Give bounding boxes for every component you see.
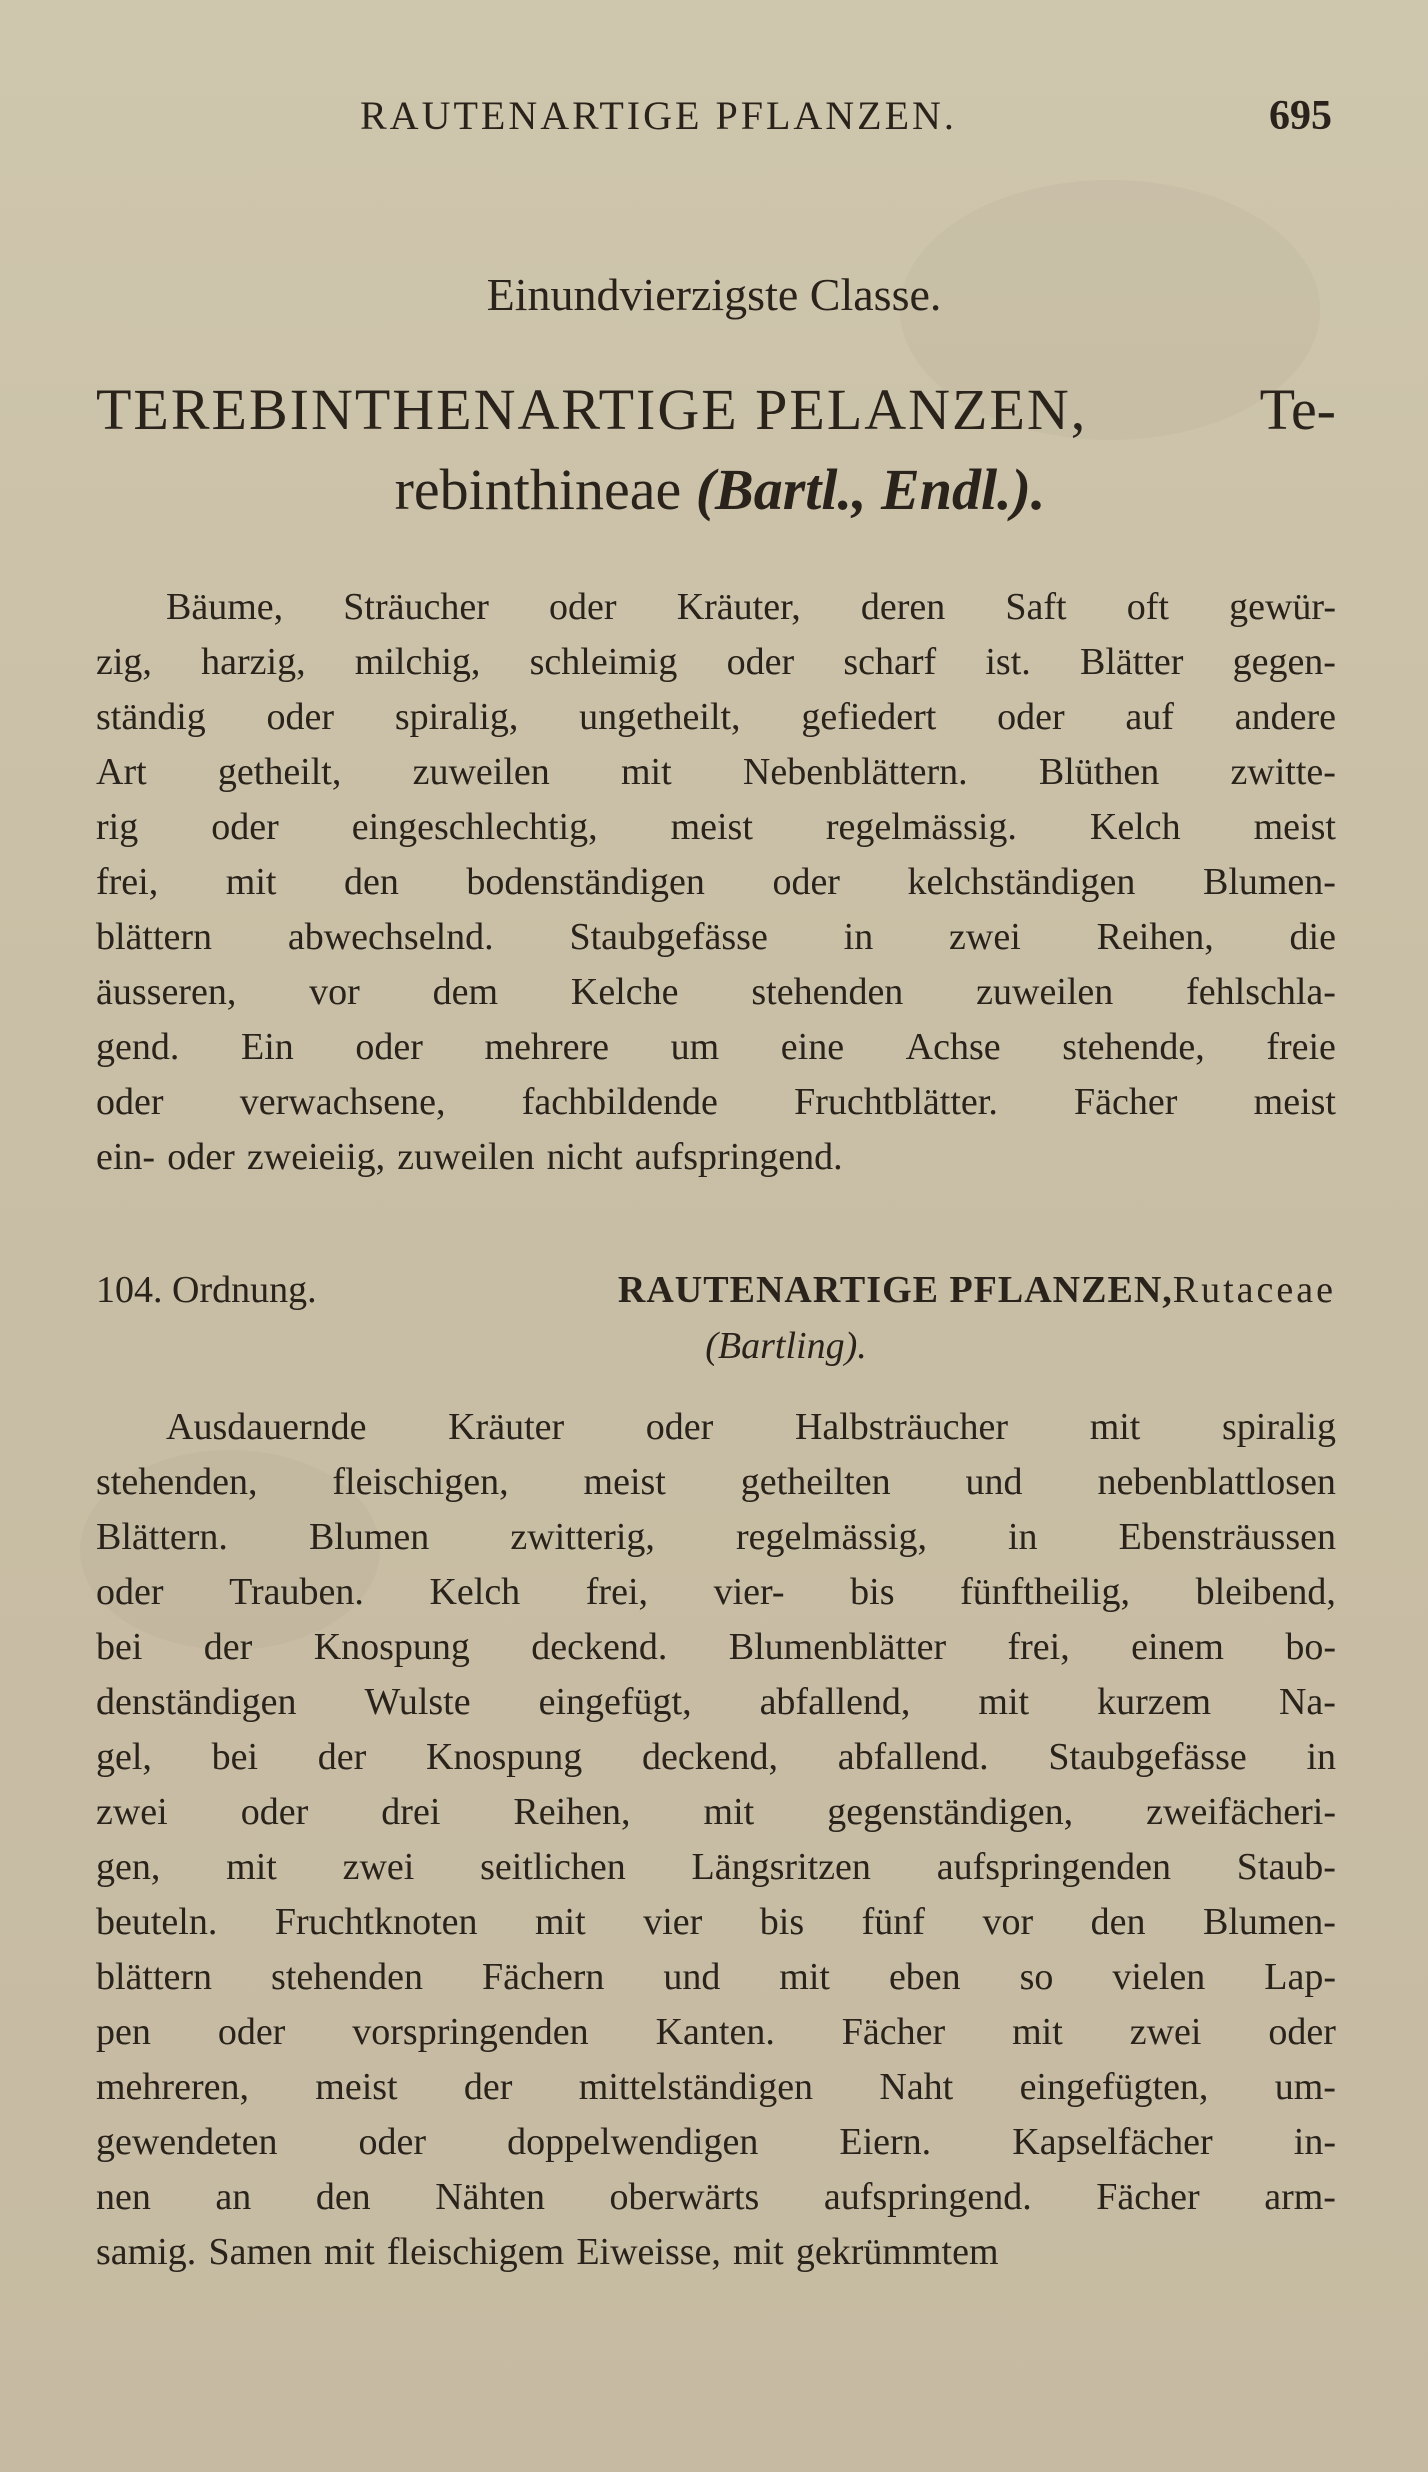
word: oder — [211, 806, 279, 848]
text-line — [96, 1620, 1336, 1675]
word: beuteln. — [96, 1901, 218, 1943]
word: mehreren, — [96, 2066, 249, 2108]
word: fleischigen, — [332, 1461, 509, 1503]
word: spiralig, — [394, 696, 519, 738]
word: oder — [997, 696, 1065, 738]
word: zwei — [1129, 2011, 1202, 2053]
word: Kapselfächer — [1012, 2121, 1213, 2163]
class-heading: Einundvierzigste Classe. — [486, 269, 942, 320]
word: deckend, — [641, 1736, 779, 1778]
text-line — [96, 1020, 1336, 1075]
word: regelmässig, — [735, 1516, 927, 1558]
word: frei, — [585, 1571, 648, 1613]
word: mittelständigen — [578, 2066, 814, 2108]
word: Nähten — [435, 2176, 545, 2218]
word: mit — [1012, 2011, 1063, 2053]
word: gel, — [96, 1736, 152, 1778]
word: fünf — [861, 1901, 925, 1943]
word: mit — [225, 861, 277, 903]
word: oder — [772, 861, 840, 903]
word: gend. — [96, 1026, 180, 1068]
word: Kelche — [570, 971, 679, 1013]
word: zig, — [96, 641, 152, 683]
word: Reihen, — [1096, 916, 1214, 958]
word: der — [203, 1626, 253, 1668]
text-line — [96, 2170, 1336, 2225]
title-latin-name: rebinthineae — [394, 457, 682, 522]
word: Fächer — [1074, 1081, 1178, 1123]
main-title-line-1 — [96, 370, 1336, 450]
word: und — [663, 1956, 721, 1998]
word: deren — [860, 586, 946, 628]
word: zuweilen — [397, 1136, 535, 1178]
text-line — [96, 1840, 1336, 1895]
word: zwei — [342, 1846, 415, 1888]
word: Eiern. — [839, 2121, 932, 2163]
word: äusseren, — [96, 971, 237, 1013]
word: oder — [1268, 2011, 1336, 2053]
word: spiralig — [1222, 1406, 1336, 1448]
word: in — [843, 916, 874, 958]
text-line — [96, 1455, 1336, 1510]
word: Ausdauernde — [166, 1406, 367, 1448]
word: verwachsene, — [239, 1081, 446, 1123]
word: zweifächeri- — [1146, 1791, 1336, 1833]
word: Fruchtknoten — [274, 1901, 478, 1943]
word: gekrümmtem — [795, 2231, 999, 2273]
word: ständig — [96, 696, 206, 738]
order-latin-name: Rutaceae — [1172, 1269, 1336, 1311]
word: mit — [324, 2231, 375, 2273]
word: arm- — [1264, 2176, 1336, 2218]
word: Trauben. — [229, 1571, 364, 1613]
text-line — [96, 1510, 1336, 1565]
word: Fächer — [1096, 2176, 1200, 2218]
word: nicht — [546, 1136, 623, 1178]
title-authors: (Bartl., Endl.). — [695, 457, 1046, 522]
word: bodenständigen — [466, 861, 705, 903]
word: bei — [211, 1736, 259, 1778]
page-number: 695 — [1269, 93, 1332, 139]
order-name-caps: RAUTENARTIGE PFLANZEN, — [617, 1269, 1173, 1311]
word: Fächer — [841, 2011, 946, 2053]
word: in — [1306, 1736, 1336, 1778]
word: Blüthen — [1038, 751, 1160, 793]
word: getheilten — [740, 1461, 891, 1503]
word: mit — [733, 2231, 784, 2273]
word: auf — [1125, 696, 1174, 738]
word: denständigen — [96, 1681, 297, 1723]
word: freie — [1266, 1026, 1336, 1068]
text-line — [96, 1075, 1336, 1130]
word: samig. — [96, 2231, 197, 2273]
word: eingefügten, — [1019, 2066, 1209, 2108]
word: oder — [96, 1571, 164, 1613]
text-line — [96, 580, 1336, 635]
word: um — [670, 1026, 720, 1068]
word: gefiedert — [801, 696, 937, 738]
order-name-group — [618, 1262, 1336, 1318]
word: oder — [726, 641, 795, 683]
word: fehlschla- — [1186, 971, 1336, 1013]
word: stehenden, — [96, 1461, 258, 1503]
word: Kräuter, — [676, 586, 801, 628]
word: bis — [850, 1571, 895, 1613]
word: Blumen- — [1202, 1901, 1336, 1943]
word: aufspringend. — [634, 1136, 843, 1178]
word: seitlichen — [480, 1846, 626, 1888]
text-line — [96, 745, 1336, 800]
word: milchig, — [354, 641, 481, 683]
running-head: RAUTENARTIGE PFLANZEN. — [360, 93, 957, 138]
word: oder — [167, 1136, 235, 1178]
word: aufspringend. — [823, 2176, 1032, 2218]
text-line — [96, 2060, 1336, 2115]
word: die — [1289, 916, 1336, 958]
word: kelchständigen — [907, 861, 1136, 903]
main-title-line-2 — [96, 450, 1336, 530]
text-line — [96, 2005, 1336, 2060]
word: gewendeten — [96, 2121, 278, 2163]
word: rig — [96, 806, 139, 848]
word: der — [463, 2066, 513, 2108]
word: ein- — [96, 1136, 156, 1178]
word: gewür- — [1229, 586, 1336, 628]
order-heading-line-1 — [96, 1262, 1336, 1318]
text-line — [96, 800, 1336, 855]
word: Naht — [879, 2066, 954, 2108]
text-line — [96, 1950, 1336, 2005]
word: stehenden — [751, 971, 904, 1013]
word: fünftheilig, — [960, 1571, 1130, 1613]
word: einem — [1131, 1626, 1224, 1668]
word: oder — [266, 696, 335, 738]
word: Blumenblätter — [728, 1626, 947, 1668]
word: meist — [670, 806, 753, 848]
word: meist — [315, 2066, 398, 2108]
word: Nebenblättern. — [742, 751, 968, 793]
word: eine — [780, 1026, 845, 1068]
word: eingeschlechtig, — [351, 806, 598, 848]
word: und — [965, 1461, 1023, 1503]
word: fleischigem — [386, 2231, 565, 2273]
word: oder — [240, 1791, 309, 1833]
text-line — [96, 1130, 1336, 1185]
word: Fächern — [481, 1956, 605, 1998]
word: nebenblattlosen — [1097, 1461, 1336, 1503]
word: deckend. — [531, 1626, 668, 1668]
word: gen, — [96, 1846, 161, 1888]
word: in- — [1293, 2121, 1336, 2163]
word: oder — [355, 1026, 423, 1068]
text-line — [96, 690, 1336, 745]
word: Reihen, — [513, 1791, 631, 1833]
word: vorspringenden — [352, 2011, 589, 2053]
word: meist — [1253, 1081, 1336, 1123]
word: stehende, — [1062, 1026, 1205, 1068]
word: oder — [96, 1081, 164, 1123]
class-description-paragraph — [96, 580, 1336, 1185]
word: gegen- — [1232, 641, 1336, 683]
order-number: 104. Ordnung. — [96, 1269, 317, 1311]
word: Blättern. — [96, 1516, 228, 1558]
word: regelmässig. — [825, 806, 1017, 848]
word: ist. — [985, 641, 1031, 683]
word: oder — [358, 2121, 427, 2163]
word: zweieiig, — [246, 1136, 386, 1178]
word: so — [1019, 1956, 1054, 1998]
word: bei — [96, 1626, 143, 1668]
word: Blumen — [308, 1516, 430, 1558]
word: Art — [96, 751, 147, 793]
word: eingefügt, — [538, 1681, 692, 1723]
word: Eiweisse, — [576, 2231, 721, 2273]
word: gegenständigen, — [827, 1791, 1074, 1833]
text-line — [96, 1730, 1336, 1785]
word: Sträucher — [343, 586, 489, 628]
word: Saft — [1005, 586, 1067, 628]
word: oder — [217, 2011, 286, 2053]
word: Kelch — [429, 1571, 521, 1613]
word: frei, — [96, 861, 159, 903]
word: abfallend. — [837, 1736, 989, 1778]
word: ungetheilt, — [579, 696, 741, 738]
word: Staubgefässe — [1048, 1736, 1247, 1778]
word: kurzem — [1097, 1681, 1212, 1723]
word: Lap- — [1264, 1956, 1336, 1998]
word: mit — [620, 751, 672, 793]
word: pen — [96, 2011, 151, 2053]
word: Blätter — [1079, 641, 1184, 683]
title-caps: TEREBINTHENARTIGE PELANZEN, — [96, 377, 1088, 442]
word: um- — [1274, 2066, 1336, 2108]
word: Knospung — [426, 1736, 583, 1778]
word: Wulste — [364, 1681, 471, 1723]
word: mit — [779, 1956, 830, 1998]
word: mit — [703, 1791, 755, 1833]
word: bo- — [1285, 1626, 1336, 1668]
word: den — [315, 2176, 371, 2218]
word: stehenden — [271, 1956, 423, 1998]
word: mehrere — [484, 1026, 609, 1068]
word: Staub- — [1236, 1846, 1336, 1888]
main-title — [96, 370, 1336, 530]
word: Kelch — [1089, 806, 1181, 848]
text-line — [96, 1565, 1336, 1620]
word: den — [343, 861, 399, 903]
word: drei — [381, 1791, 441, 1833]
word: Längsritzen — [691, 1846, 871, 1888]
word: Kanten. — [655, 2011, 775, 2053]
word: Halbsträucher — [794, 1406, 1009, 1448]
word: vier — [643, 1901, 703, 1943]
word: Bäume, — [166, 586, 284, 628]
word: getheilt, — [217, 751, 342, 793]
word: blättern — [96, 916, 213, 958]
text-line — [96, 1785, 1336, 1840]
word: vier- — [713, 1571, 785, 1613]
word: zwitterig, — [510, 1516, 655, 1558]
word: Na- — [1278, 1681, 1336, 1723]
word: Achse — [905, 1026, 1001, 1068]
word: Kräuter — [448, 1406, 565, 1448]
word: zwei — [949, 916, 1021, 958]
word: Ebensträussen — [1118, 1516, 1336, 1558]
word: dem — [432, 971, 499, 1013]
text-line — [96, 965, 1336, 1020]
word: in — [1008, 1516, 1038, 1558]
word: aufspringenden — [936, 1846, 1171, 1888]
word: doppelwendigen — [507, 2121, 759, 2163]
word: mit — [1089, 1406, 1141, 1448]
order-authority: (Bartling). — [705, 1325, 867, 1367]
word: zwitte- — [1230, 751, 1336, 793]
word: Knospung — [313, 1626, 470, 1668]
word: fachbildende — [521, 1081, 718, 1123]
word: Samen — [208, 2231, 312, 2273]
word: Ein — [240, 1026, 294, 1068]
word: bleibend, — [1195, 1571, 1336, 1613]
word: oder — [549, 586, 617, 628]
text-line — [96, 2115, 1336, 2170]
word: vor — [309, 971, 360, 1013]
text-line — [96, 1895, 1336, 1950]
word: oft — [1126, 586, 1169, 628]
word: frei, — [1007, 1626, 1070, 1668]
word: meist — [1253, 806, 1336, 848]
word: an — [215, 2176, 252, 2218]
word: Fruchtblätter. — [794, 1081, 998, 1123]
text-line — [96, 855, 1336, 910]
word: bis — [759, 1901, 805, 1943]
word: harzig, — [201, 641, 306, 683]
word: zuweilen — [412, 751, 550, 793]
word: schleimig — [529, 641, 678, 683]
word: vor — [982, 1901, 1034, 1943]
text-line — [96, 635, 1336, 690]
word: mit — [978, 1681, 1030, 1723]
word: der — [317, 1736, 367, 1778]
word: Blumen- — [1202, 861, 1336, 903]
word: oder — [645, 1406, 714, 1448]
word: zwei — [96, 1791, 168, 1833]
word: blättern — [96, 1956, 213, 1998]
word: vielen — [1112, 1956, 1206, 1998]
text-line — [96, 1675, 1336, 1730]
text-line — [96, 2225, 1336, 2280]
word: oberwärts — [609, 2176, 760, 2218]
word: Staubgefässe — [569, 916, 768, 958]
title-hyphen-part: Te- — [1259, 377, 1336, 442]
word: meist — [583, 1461, 666, 1503]
word: mit — [226, 1846, 277, 1888]
word: zuweilen — [976, 971, 1114, 1013]
word: abwechselnd. — [287, 916, 494, 958]
word: eben — [888, 1956, 961, 1998]
order-description-paragraph — [96, 1400, 1336, 2280]
word: abfallend, — [759, 1681, 911, 1723]
word: scharf — [843, 641, 937, 683]
text-line — [96, 910, 1336, 965]
word: den — [1090, 1901, 1146, 1943]
text-line — [96, 1400, 1336, 1455]
word: mit — [535, 1901, 586, 1943]
order-heading — [96, 1262, 1336, 1374]
word: nen — [96, 2176, 151, 2218]
word: andere — [1234, 696, 1336, 738]
